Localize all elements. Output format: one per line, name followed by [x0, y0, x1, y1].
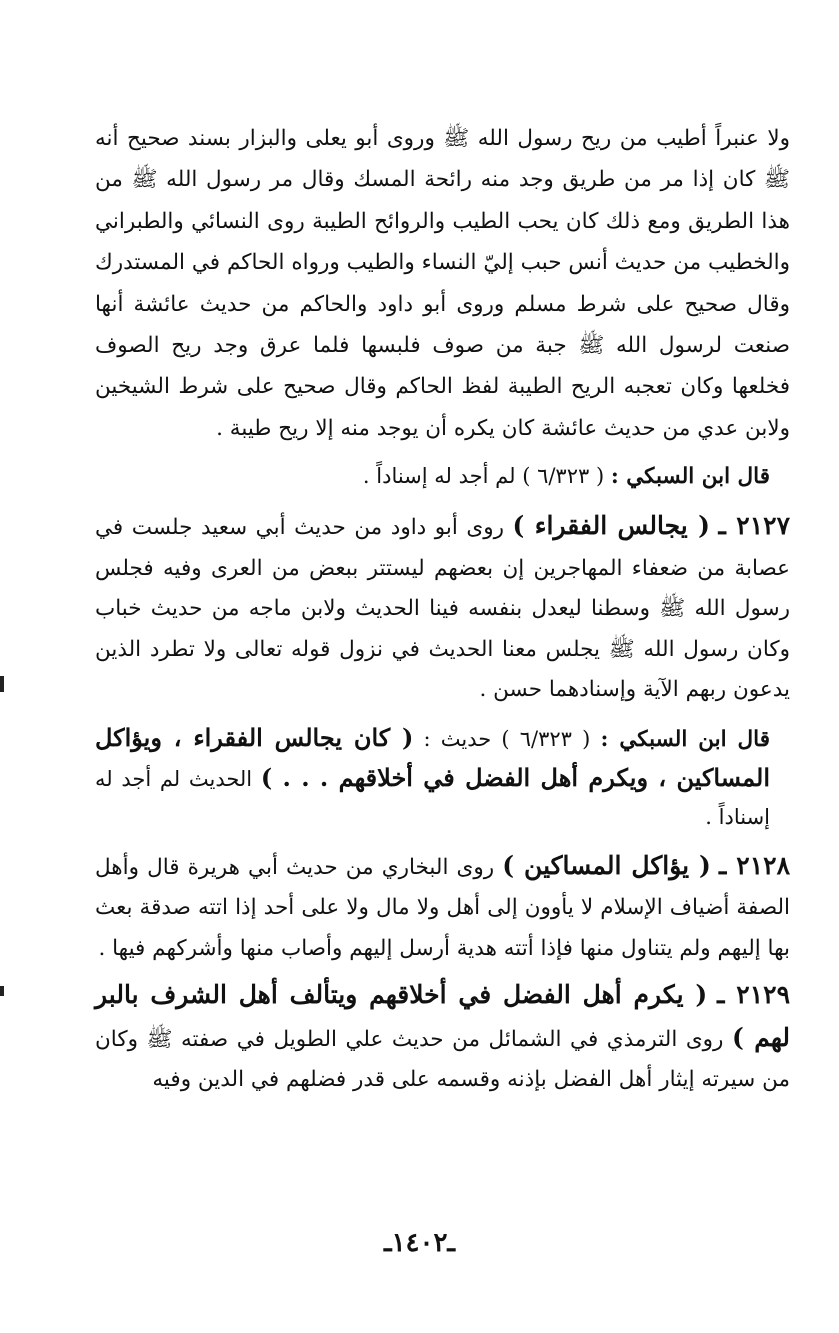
sabki-note-2-ref: ( ٦/٣٢٣ ) حديث : — [423, 726, 591, 751]
entry-2127 — [95, 506, 790, 711]
entry-2127-heading: ( يجالس الفقراء ) — [512, 511, 710, 541]
sabki-note-2-label: قال ابن السبكي : — [600, 726, 771, 752]
entry-2129-heading: ( يكرم أهل الفضل في أخلاقهم ويتألف أهل الشرف بالبر لهم ) — [95, 980, 791, 1052]
sabki-note-1-label: قال ابن السبكي : — [610, 464, 770, 490]
entry-2128-text: روى البخاري من حديث أبي هريرة قال وأهل الصفة أضياف الإسلام لا يأوون إلى أهل ولا مال ولا على أحد إذا اتته صدقة بعث بها إليهم ولم يتناول منها فإذا أتته هدية أرسل إليهم وأصاب منها وأشركهم فيها . — [95, 854, 790, 961]
scan-edge-mark-top — [0, 676, 4, 692]
entry-2127-number: ٢١٢٧ ـ — [718, 511, 791, 541]
entry-2127-text: روى أبو داود من حديث أبي سعيد جلست في عصابة من ضعفاء المهاجرين إن بعضهم ليستتر ببعض من العرى وفيه فجلس رسول الله ﷺ وسطنا ليعدل بنفسه فينا الحديث ولابن ماجه من حديث خباب وكان رسول الله ﷺ يجلس معنا الحديث في نزول قوله تعالى ولا تطرد الذين يدعون ربهم الآية وإسنادهما حسن . — [95, 515, 790, 703]
page-number: ـ١٤٠٢ـ — [383, 1228, 456, 1258]
scan-edge-mark-bottom — [0, 986, 4, 996]
continuation-paragraph: ولا عنبراً أطيب من ريح رسول الله ﷺ وروى أبو يعلى والبزار بسند صحيح أنه ﷺ كان إذا مر من طريق وجد منه رائحة المسك وقال مر رسول الله ﷺ من هذا الطريق ومع ذلك كان يحب الطيب والروائح الطيبة روى النسائي والطبراني والخطيب من حديث أنس حبب إليّ النساء والطيب ورواه الحاكم في المستدرك وقال صحيح على شرط مسلم وروى أبو داود والحاكم من حديث عائشة أنها صنعت لرسول الله ﷺ جبة من صوف فلبسها فلما عرق وجد ريح الصوف فخلعها وكان تعجبه الريح الطيبة لفظ الحاكم وقال صحيح على شرط الشيخين ولابن عدي من حديث عائشة كان يكره أن يوجد منه إلا ريح طيبة . — [95, 126, 790, 441]
entry-2128 — [95, 846, 790, 970]
sabki-note-1-ref: ( ٦/٣٢٣ ) — [522, 464, 605, 489]
sabki-note-2 — [95, 719, 790, 836]
sabki-note-2-quote: ( كان يجالس الفقراء ، ويؤاكل المساكين ، ويكرم أهل الفضل في أخلاقهم . . . ) — [95, 722, 770, 792]
sabki-note-1 — [95, 457, 790, 496]
entry-2128-number: ٢١٢٨ ـ — [718, 850, 790, 880]
sabki-note-1-text: لم أجد له إسناداً . — [362, 464, 516, 489]
page-body — [95, 118, 790, 1107]
sabki-note-2-text: الحديث لم أجد له إسناداً . — [95, 766, 770, 829]
entry-2128-heading: ( يؤاكل المساكين ) — [502, 850, 711, 880]
entry-2129-text: روى الترمذي في الشمائل من حديث علي الطويل في صفته ﷺ وكان من سيرته إيثار أهل الفضل بإذنه وقسمه على قدر فضلهم في الدين وفيه — [95, 1026, 790, 1093]
entry-2129 — [95, 975, 790, 1101]
entry-2129-number: ٢١٢٩ ـ — [717, 980, 791, 1010]
